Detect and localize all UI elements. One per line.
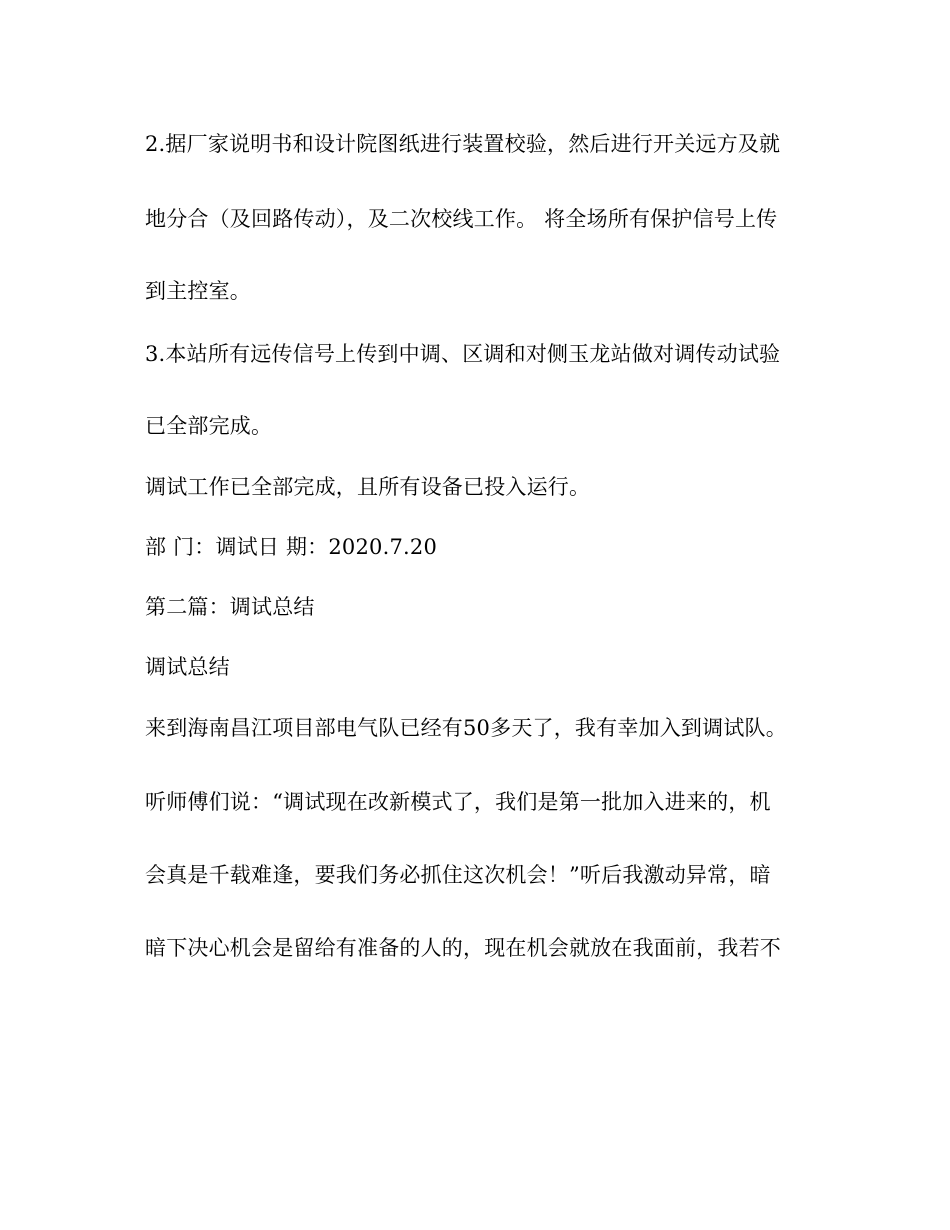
section-heading: 第二篇：调试总结 xyxy=(145,595,315,619)
department-date-line: 部 门：调试日 期：2020.7.20 xyxy=(145,535,438,559)
paragraph-line-6: 调试工作已全部完成，且所有设备已投入运行。 xyxy=(145,475,591,499)
paragraph-line-4: 3.本站所有远传信号上传到中调、区调和对侧玉龙站做对调传动试验 xyxy=(145,342,781,366)
paragraph-line-1: 2.据厂家说明书和设计院图纸进行装置校验，然后进行开关远方及就 xyxy=(145,132,781,156)
paragraph-line-5: 已全部完成。 xyxy=(145,414,273,438)
section-title: 调试总结 xyxy=(145,655,230,679)
paragraph-line-11: 听师傅们说：“调试现在改新模式了，我们是第一批加入进来的，机 xyxy=(145,790,771,814)
paragraph-line-10: 来到海南昌江项目部电气队已经有50多天了，我有幸加入到调试队。 xyxy=(145,716,787,740)
paragraph-line-3: 到主控室。 xyxy=(145,279,251,303)
paragraph-line-13: 暗下决心机会是留给有准备的人的，现在机会就放在我面前，我若不 xyxy=(145,936,781,960)
paragraph-line-12: 会真是千载难逢，要我们务必抓住这次机会！”听后我激动异常，暗 xyxy=(145,863,771,887)
paragraph-line-2: 地分合（及回路传动），及二次校线工作。 将全场所有保护信号上传 xyxy=(145,207,778,231)
